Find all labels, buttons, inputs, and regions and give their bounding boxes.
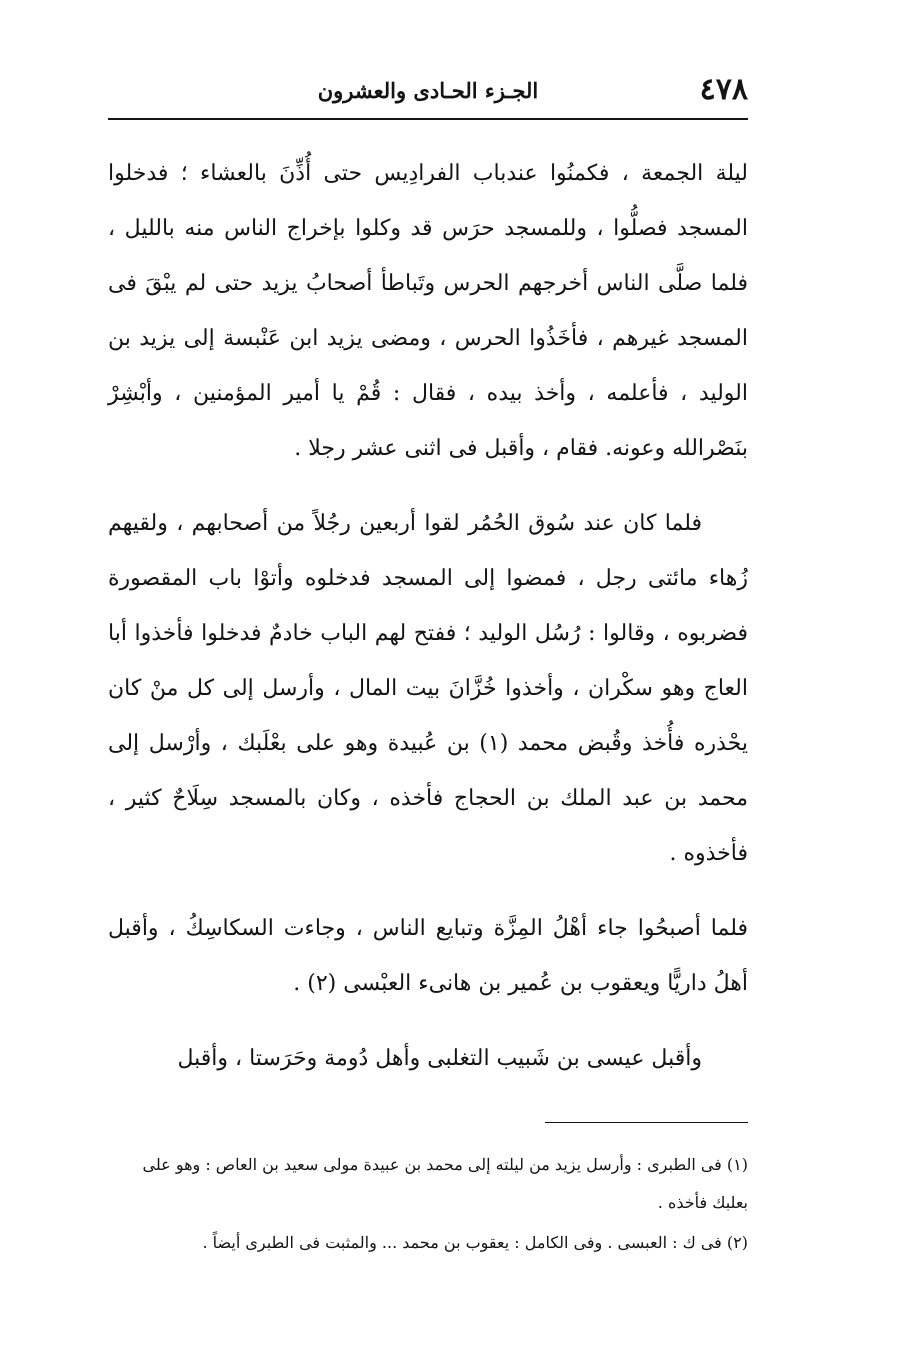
footnotes	[108, 1146, 748, 1262]
paragraph: فلما كان عند سُوق الحُمُر لقوا أربعين رجُلاً من أصحابهم ، ولقيهم زُهاء مائتى رجل ، فمضوا إلى المسجد فدخلوه وأتوْا باب المقصورة فضربوه ، وقالوا : رُسُل الوليد ؛ ففتح لهم الباب خادمٌ فدخلوا فأخذوا أبا العاج وهو سكْران ، وأخذوا خُزَّانَ بيت المال ، وأرسل إلى كل منْ كان يحْذره فأُخذ وقُبض محمد (١) بن عُبيدة وهو على بعْلَبك ، وأرْسل إلى محمد بن عبد الملك بن الحجاج فأخذه ، وكان بالمسجد سِلَاحٌ كثير ، فأخذوه .	[108, 511, 749, 866]
footnote-rule	[545, 1122, 748, 1123]
header-rule	[108, 118, 748, 120]
paragraph: فلما أصبحُوا جاء أهْلُ المِزَّة وتبايع الناس ، وجاءت السكاسِكُ ، وأقبل أهلُ داريًّا ويعقوب بن عُمير بن هانىء العبْسى (٢) .	[108, 916, 748, 996]
footnote: (٢) فى ك : العبسى . وفى الكامل : يعقوب بن محمد ... والمثبت فى الطبرى أيضاً .	[202, 1233, 748, 1252]
running-title: الجـزء الحـادى والعشرون	[317, 78, 539, 103]
footnote: (١) فى الطبرى : وأرسل يزيد من ليلته إلى محمد بن عبيدة مولى سعيد بن العاص : وهو على بعلبك فأخذه .	[142, 1155, 748, 1212]
page-number: ٤٧٨	[699, 72, 748, 107]
paragraph: وأقبل عيسى بن شَبيب التغلبى وأهل دُومة وحَرَستا ، وأقبل	[177, 1046, 702, 1071]
main-text	[108, 146, 748, 1086]
page-header	[108, 70, 748, 114]
paragraph: ليلة الجمعة ، فكمنُوا عندباب الفرادِيس حتى أُذِّنَ بالعشاء ؛ فدخلوا المسجد فصلُّوا ، وللمسجد حرَس قد وكلوا بإخراج الناس منه بالليل ، فلما صلَّى الناس أخرجهم الحرس وتَباطأ أصحابُ يزيد حتى لم يبْقَ فى المسجد غيرهم ، فأخَذُوا الحرس ، ومضى يزيد ابن عَنْبسة إلى يزيد بن الوليد ، فأعلمه ، وأخذ بيده ، فقال : قُمْ يا أمير المؤمنين ، وأبْشِرْ بنَصْرالله وعونه. فقام ، وأقبل فى اثنى عشر رجلا .	[108, 161, 748, 461]
